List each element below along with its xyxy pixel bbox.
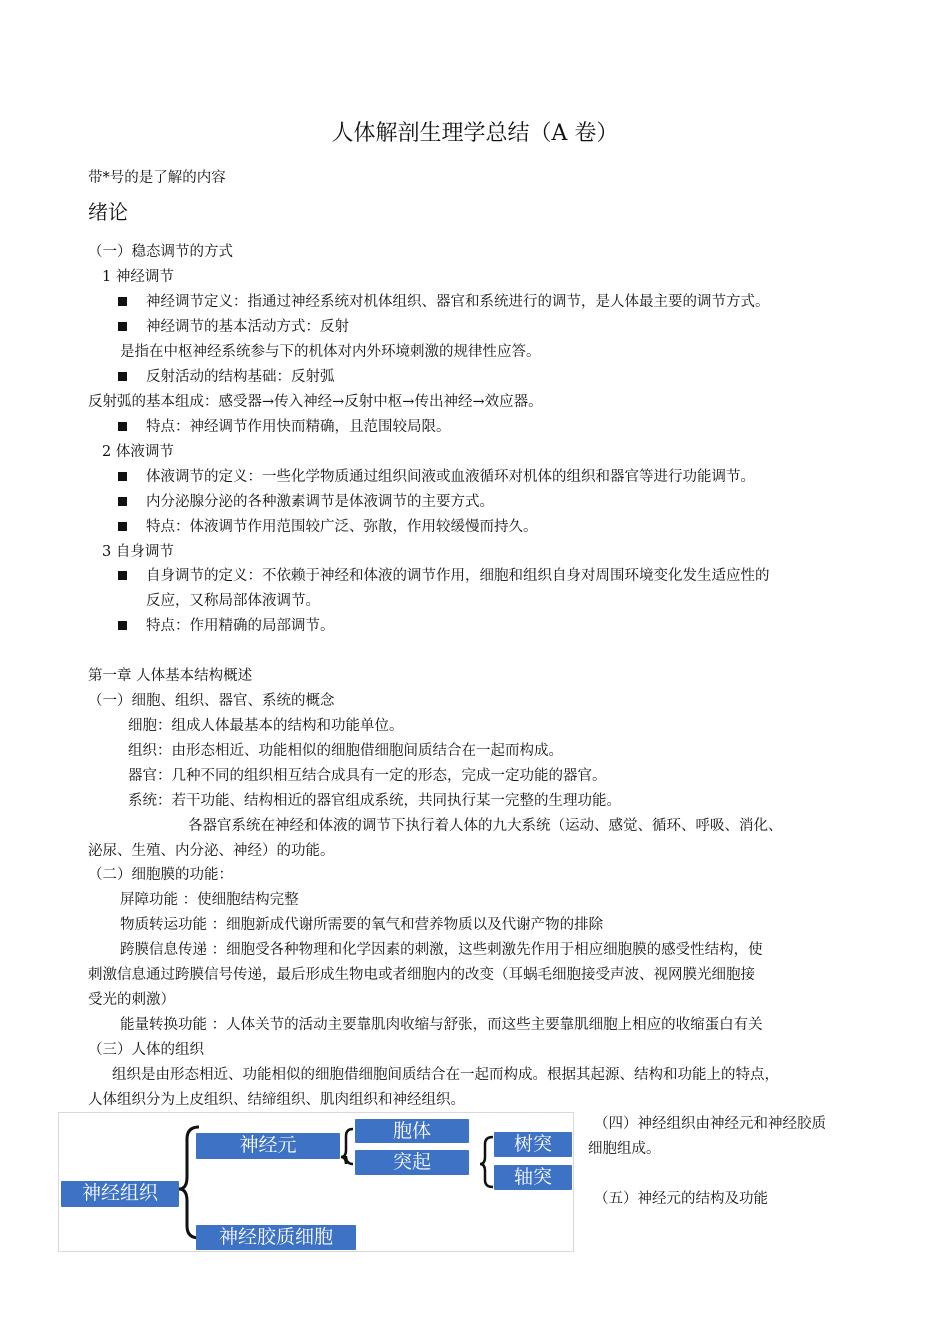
membrane-function: 物质转运功能 ：细胞新成代谢所需要的氧气和营养物质以及代谢产物的排除 <box>120 917 604 933</box>
subheading-humoral: 2 体液调节 <box>102 444 174 460</box>
diagram-node-soma: 胞体 <box>355 1119 469 1143</box>
subheading-autoregulation: 3 自身调节 <box>102 544 174 560</box>
bullet-icon <box>118 472 127 481</box>
paragraph: 各器官系统在神经和体液的调节下执行着人体的九大系统（运动、感觉、循环、呼吸、消化、 <box>188 818 783 834</box>
subsection-title: （一）稳态调节的方式 <box>88 244 233 260</box>
definition-line: 组织：由形态相近、功能相似的细胞借细胞间质结合在一起而构成。 <box>128 743 563 759</box>
bullet-icon <box>118 322 127 331</box>
bullet-icon <box>118 297 127 306</box>
subsection-title: （二）细胞膜的功能： <box>88 867 233 883</box>
subsection-title: （四）神经组织由神经元和神经胶质 <box>594 1116 826 1132</box>
bullet-text: 特点：体液调节作用范围较广泛、弥散，作用较缓慢而持久。 <box>146 519 538 535</box>
nervous-tissue-diagram <box>58 1112 574 1252</box>
membrane-function-continued: 刺激信息通过跨膜信号传递，最后形成生物电或者细胞内的改变（耳蜗毛细胞接受声波、视网膜光细胞接 <box>88 967 755 983</box>
bullet-icon <box>118 522 127 531</box>
membrane-function: 能量转换功能 ：人体关节的活动主要靠肌肉收缩与舒张，而这些主要靠肌细胞上相应的收缩蛋白有关 <box>120 1017 763 1033</box>
paragraph: 是指在中枢神经系统参与下的机体对内外环境刺激的规律性应答。 <box>120 344 541 360</box>
subsection-title-continued: 细胞组成。 <box>588 1141 661 1157</box>
subsection-title: （三）人体的组织 <box>88 1042 204 1058</box>
bullet-icon <box>118 422 127 431</box>
chapter-heading: 第一章 人体基本结构概述 <box>88 668 253 684</box>
diagram-node-process: 突起 <box>355 1150 469 1175</box>
bullet-icon <box>118 497 127 506</box>
bullet-text: 特点：作用精确的局部调节。 <box>146 618 335 634</box>
bullet-text: 反射活动的结构基础：反射弧 <box>146 369 335 385</box>
subsection-title: （五）神经元的结构及功能 <box>594 1191 768 1207</box>
bullet-text: 神经调节定义：指通过神经系统对机体组织、器官和系统进行的调节，是人体最主要的调节方式。 <box>146 294 770 310</box>
diagram-node-axon: 轴突 <box>494 1165 572 1190</box>
page-title: 人体解剖生理学总结（A 卷） <box>331 121 619 146</box>
paragraph-continued: 泌尿、生殖、内分泌、神经）的功能。 <box>88 843 335 859</box>
paragraph: 反射弧的基本组成：感受器→传入神经→反射中枢→传出神经→效应器。 <box>88 394 543 410</box>
paragraph: 组织是由形态相近、功能相似的细胞借细胞间质结合在一起而构成。根据其起源、结构和功能上的特点， <box>112 1067 779 1083</box>
bullet-text: 内分泌腺分泌的各种激素调节是体液调节的主要方式。 <box>146 494 494 510</box>
definition-line: 细胞：组成人体最基本的结构和功能单位。 <box>128 718 404 734</box>
bullet-text: 自身调节的定义：不依赖于神经和体液的调节作用，细胞和组织自身对周围环境变化发生适应性的 <box>146 568 770 584</box>
membrane-function-continued: 受光的刺激） <box>88 992 175 1008</box>
bullet-text: 神经调节的基本活动方式：反射 <box>146 319 349 335</box>
subheading-neural: 1 神经调节 <box>102 269 174 285</box>
bullet-text: 特点：神经调节作用快而精确，且范围较局限。 <box>146 419 451 435</box>
membrane-function: 跨膜信息传递 ：细胞受各种物理和化学因素的刺激，这些刺激先作用于相应细胞膜的感受性结构，使 <box>120 942 763 958</box>
bullet-icon <box>118 621 127 630</box>
diagram-node-nervous-tissue: 神经组织 <box>61 1181 179 1207</box>
diagram-node-glia: 神经胶质细胞 <box>196 1225 356 1250</box>
bullet-icon <box>118 571 127 580</box>
bullet-text: 体液调节的定义：一些化学物质通过组织间液或血液循环对机体的组织和器官等进行功能调节。 <box>146 469 755 485</box>
diagram-node-neuron: 神经元 <box>196 1133 340 1159</box>
paragraph-continued: 人体组织分为上皮组织、结缔组织、肌肉组织和神经组织。 <box>88 1092 465 1108</box>
bullet-icon <box>118 372 127 381</box>
membrane-function: 屏障功能 ：使细胞结构完整 <box>120 892 299 908</box>
definition-line: 器官：几种不同的组织相互结合成具有一定的形态，完成一定功能的器官。 <box>128 768 607 784</box>
section-heading-intro: 绪论 <box>88 200 128 224</box>
note-line: 带*号的是了解的内容 <box>88 170 226 186</box>
bullet-text-continued: 反应，又称局部体液调节。 <box>146 593 320 609</box>
subsection-title: （一）细胞、组织、器官、系统的概念 <box>88 693 335 709</box>
diagram-node-dendrite: 树突 <box>494 1132 572 1157</box>
definition-line: 系统：若干功能、结构相近的器官组成系统，共同执行某一完整的生理功能。 <box>128 793 621 809</box>
